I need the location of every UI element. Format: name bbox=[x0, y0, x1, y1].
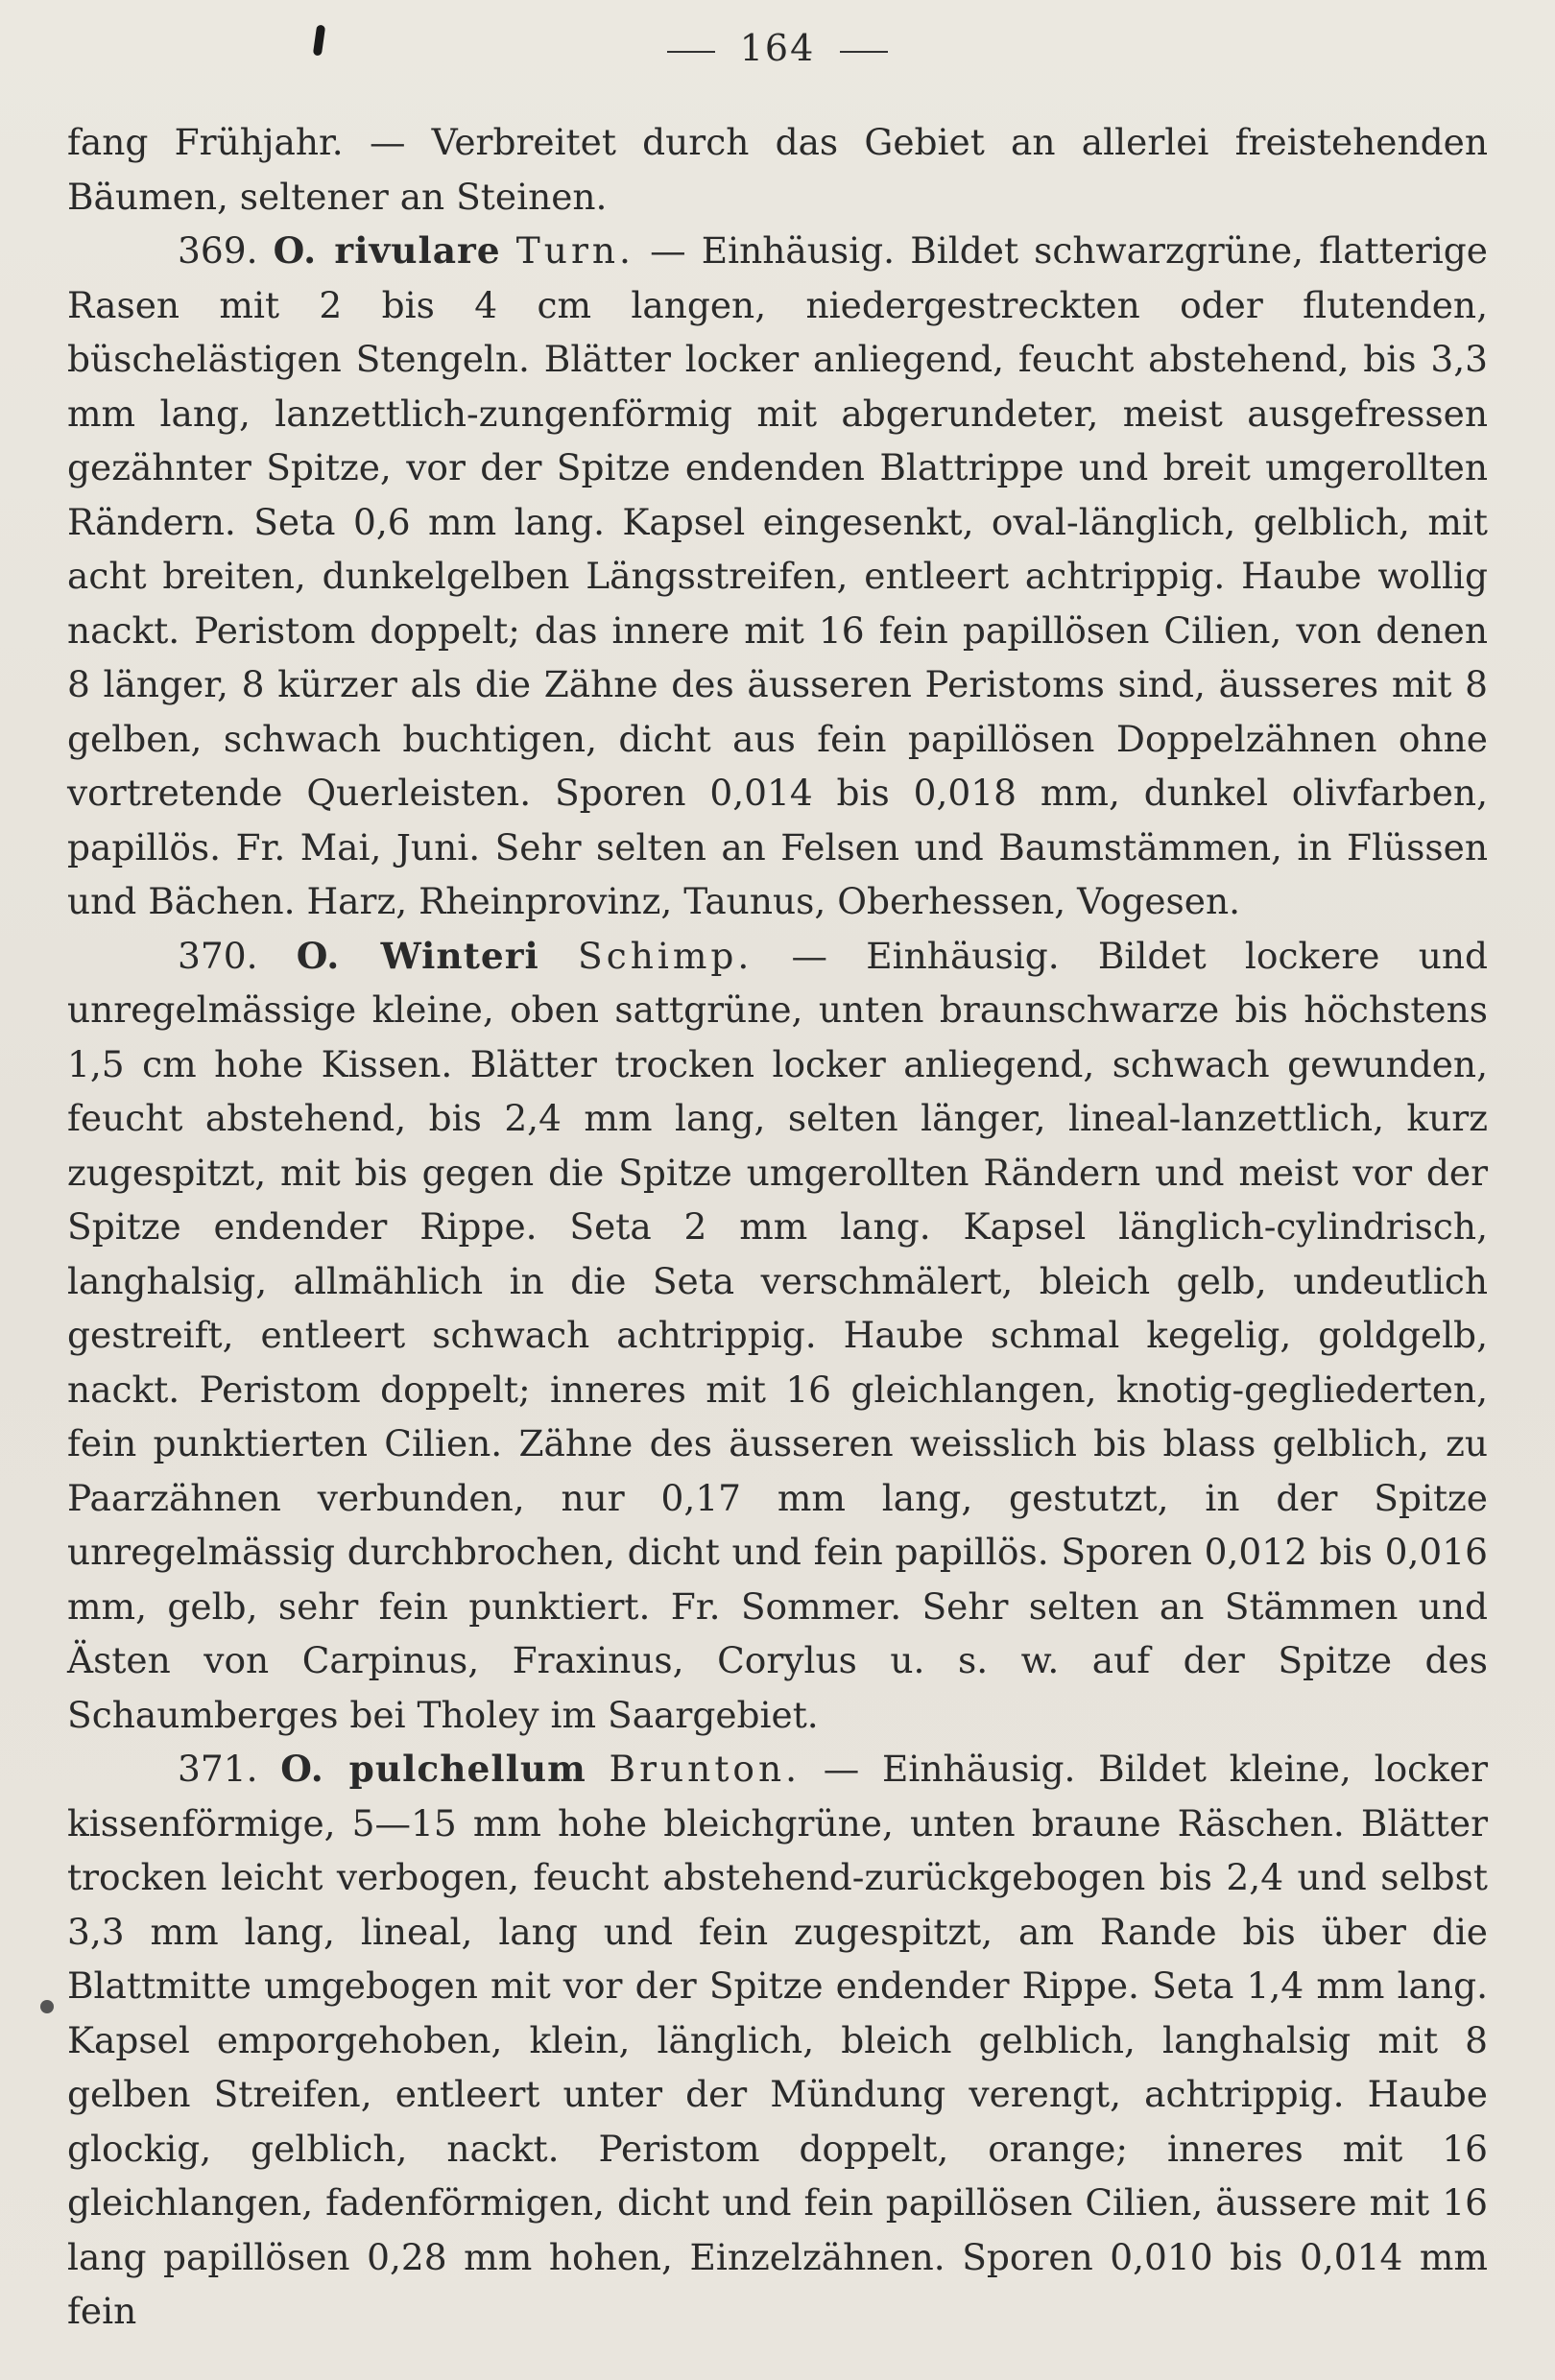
page-header bbox=[0, 27, 1555, 69]
paragraph-continuation bbox=[67, 115, 1488, 224]
entry-370 bbox=[67, 929, 1488, 1743]
body-text bbox=[67, 115, 1488, 2339]
entry-description: — Einhäusig. Bildet kleine, locker kissenförmige, 5—15 mm hohe bleichgrüne, unten braune Räschen. Blätter trocken leicht verbogen, feucht abstehend-zurückgebogen bis 2,4 und selbst 3,3 mm lang, lineal, lang und fein zugespitzt, am Rande bis über die Blattmitte umgebogen mit vor der Spitze endender Rippe. Seta 1,4 mm lang. Kapsel emporgehoben, klein, länglich, bleich gelblich, langhalsig mit 8 gelben Streifen, entleert unter der Mündung verengt, achtrippig. Haube glockig, gelblich, nackt. Peristom doppelt, orange; inneres mit 16 gleichlangen, fadenförmigen, dicht und fein papillösen Cilien, äussere mit 16 lang papillösen 0,28 mm hohen, Einzelzähnen. Sporen 0,010 bis 0,014 mm fein bbox=[67, 1748, 1489, 2332]
page-number: 164 bbox=[739, 27, 816, 69]
entry-number: 371. bbox=[178, 1748, 281, 1790]
entry-number: 369. bbox=[178, 229, 274, 272]
entry-371 bbox=[67, 1742, 1488, 2339]
entry-369 bbox=[67, 224, 1488, 929]
entry-description: — Einhäusig. Bildet lockere und unregelmässige kleine, oben sattgrüne, unten braunschwarze bis höchstens 1,5 cm hohe Kissen. Blätter trocken locker anliegend, schwach gewunden, feucht abstehend, bis 2,4 mm lang, selten länger, lineal-lanzettlich, kurz zugespitzt, mit bis gegen die Spitze umgerollten Rändern und meist vor der Spitze endender Rippe. Seta 2 mm lang. Kapsel länglich-cylindrisch, langhalsig, allmählich in die Seta verschmälert, bleich gelb, undeutlich gestreift, entleert schwach achtrippig. Haube schmal kegelig, goldgelb, nackt. Peristom doppelt; inneres mit 16 gleichlangen, knotig-gegliederten, fein punktierten Cilien. Zähne des äusseren weisslich bis blass gelblich, zu Paarzähnen verbunden, nur 0,17 mm lang, gestutzt, in der Spitze unregelmässig durchbrochen, dicht und fein papillös. Sporen 0,012 bis 0,016 mm, gelb, sehr fein punktiert. Fr. Sommer. Sehr selten an Stämmen und Ästen von Carpinus, Fraxinus, Corylus u. s. w. auf der Spitze des Schaumberges bei Tholey im Saargebiet. bbox=[67, 934, 1489, 1736]
ink-spot bbox=[40, 2000, 54, 2013]
text-space bbox=[586, 1748, 610, 1790]
text-space bbox=[501, 229, 516, 272]
header-dash-left bbox=[667, 51, 715, 53]
header-dash-right bbox=[840, 51, 888, 53]
species-name: O. pulchellum bbox=[280, 1748, 586, 1790]
text-space bbox=[539, 935, 578, 977]
author-name: Brunton. bbox=[609, 1748, 801, 1790]
species-name: O. rivulare bbox=[273, 229, 501, 272]
entry-number: 370. bbox=[178, 934, 297, 977]
author-name: Turn. bbox=[515, 229, 634, 272]
author-name: Schimp. bbox=[578, 934, 754, 977]
text-segment: fang Frühjahr. — Verbreitet durch das Gebiet an allerlei freistehenden Bäumen, seltener an Steinen. bbox=[67, 121, 1488, 218]
species-name: O. Winteri bbox=[296, 934, 539, 977]
entry-description: — Einhäusig. Bildet schwarzgrüne, flatterige Rasen mit 2 bis 4 cm langen, niedergestreckten oder flutenden, büschelästigen Stengeln. Blätter locker anliegend, feucht abstehend, bis 3,3 mm lang, lanzettlich-zungenförmig mit abgerundeter, meist ausgefressen gezähnter Spitze, vor der Spitze endenden Blattrippe und breit umgerollten Rändern. Seta 0,6 mm lang. Kapsel eingesenkt, oval-länglich, gelblich, mit acht breiten, dunkelgelben Längsstreifen, entleert achtrippig. Haube wollig nackt. Peristom doppelt; das innere mit 16 fein papillösen Cilien, von denen 8 länger, 8 kürzer als die Zähne des äusseren Peristoms sind, äusseres mit 8 gelben, schwach buchtigen, dicht aus fein papillösen Doppelzähnen ohne vortretende Querleisten. Sporen 0,014 bis 0,018 mm, dunkel olivfarben, papillös. Fr. Mai, Juni. Sehr selten an Felsen und Baumstämmen, in Flüssen und Bächen. Harz, Rheinprovinz, Taunus, Oberhessen, Vogesen. bbox=[67, 229, 1488, 922]
